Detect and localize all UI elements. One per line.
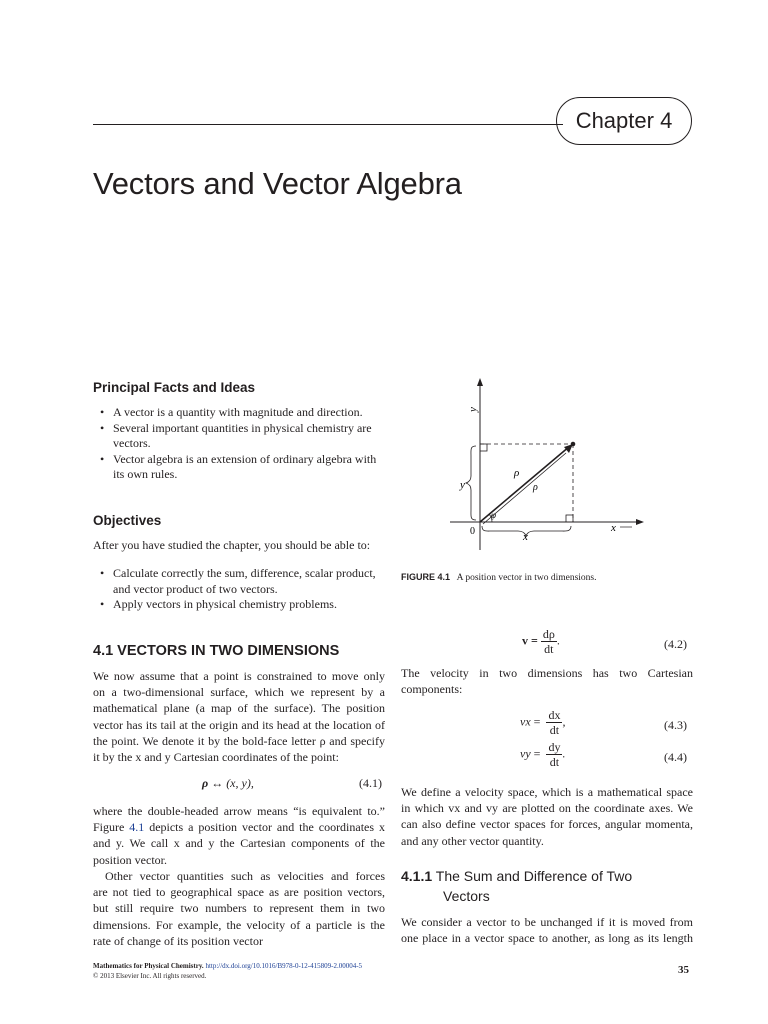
right-angle-mark: [480, 444, 487, 451]
x-brace-label: x: [523, 531, 528, 543]
objectives-heading: Objectives: [93, 513, 162, 528]
y-brace: [466, 446, 476, 520]
section-paragraph: We now assume that a point is constrained to move only on a two-dimensional surface, which we represent by a mathematical plane (a map of the surface). The position vector has its tail at the origin and its head at the location of the point. We denote it by the bold-face letter ρ and specify it by the x and y Cartesian coordinates of the point:: [93, 669, 385, 765]
equation-number: (4.3): [664, 718, 687, 732]
section-heading: 4.1 VECTORS IN TWO DIMENSIONS: [93, 643, 340, 659]
list-item: • Vector algebra is an extension of ordinary algebra with its own rules.: [93, 452, 385, 483]
principal-facts-heading: Principal Facts and Ideas: [93, 380, 256, 395]
equation-4-2: v = $\frac{d\rho}{dt}$ .: [522, 627, 560, 656]
figure-caption-label: FIGURE 4.1: [401, 572, 451, 582]
equation-number: (4.2): [664, 637, 687, 651]
rho-vector-label: ρ⃗: [533, 482, 546, 493]
rho-label: ρ: [514, 467, 520, 479]
x-axis-label: x: [611, 522, 616, 534]
position-vector-figure: [440, 376, 650, 556]
origin-label: 0: [470, 526, 475, 537]
objectives-intro: After you have studied the chapter, you should be able to:: [93, 538, 371, 552]
right-angle-mark: [566, 515, 573, 522]
header-rule: [93, 124, 563, 125]
section-paragraph: We define a velocity space, which is a mathematical space in which vx and vy are plotted on the coordinate axes. We can also define vector spaces for forces, angular momenta, and any other vector quantity.: [401, 785, 693, 848]
chapter-label: Chapter 4: [556, 97, 692, 145]
objectives-list: [93, 566, 385, 613]
subsection-heading: 4.1.1 The Sum and Difference of Two Vectors: [401, 868, 633, 904]
point-marker: [571, 442, 576, 447]
doi-link[interactable]: http://dx.doi.org/10.1016/B978-0-12-415809-2.00004-5: [205, 962, 363, 970]
section-paragraph: The velocity in two dimensions has two Cartesian components:: [401, 666, 693, 697]
principal-facts-list: [93, 405, 385, 483]
section-paragraph: We consider a vector to be unchanged if it is moved from one place in a vector space to another, as long as its length: [401, 915, 693, 946]
y-brace-label: y: [460, 479, 465, 491]
list-item: • Several important quantities in physical chemistry are vectors.: [93, 421, 385, 452]
figure-caption: [401, 572, 596, 583]
equation-4-3: vx = $\frac{dx}{dt}$ ,: [520, 708, 566, 737]
chapter-title: Vectors and Vector Algebra: [93, 166, 462, 201]
equation-4-1: ρ ↔ (x, y),: [202, 776, 254, 790]
figure-reference-link[interactable]: 4.1: [129, 820, 145, 835]
list-item: • A vector is a quantity with magnitude and direction.: [93, 405, 385, 421]
y-axis-arrowhead: [477, 378, 483, 386]
x-axis-arrowhead: [636, 519, 644, 525]
equation-number: (4.1): [359, 776, 382, 790]
list-item: • Calculate correctly the sum, difference, scalar product, and vector product of two vectors.: [93, 566, 385, 597]
equation-4-4: vy = $\frac{dy}{dt}$ .: [520, 740, 566, 769]
section-paragraph: Other vector quantities such as velocities and forces are not tied to geographical space as are position vectors, but still require two numbers to represent them in two dimensions. For example, the velocity of a particle is the rate of change of its position vector: [93, 869, 385, 948]
figure-caption-text: A position vector in two dimensions.: [456, 573, 597, 583]
section-paragraph: where the double-headed arrow means “is equivalent to.” Figure 4.1 depicts a position vector and the coordinates x and y. We call x and y the Cartesian components of the position vector.: [93, 804, 385, 867]
y-axis-label: y: [467, 407, 479, 412]
list-item: • Apply vectors in physical chemistry problems.: [93, 597, 385, 613]
page-number: 35: [678, 964, 689, 976]
footer-citation: Mathematics for Physical Chemistry. http://dx.doi.org/10.1016/B978-0-12-415809-2.00004-5 © 2013 Elsevier Inc. All rights reserved.: [93, 962, 363, 980]
phi-label: φ: [491, 510, 496, 520]
equation-number: (4.4): [664, 750, 687, 764]
